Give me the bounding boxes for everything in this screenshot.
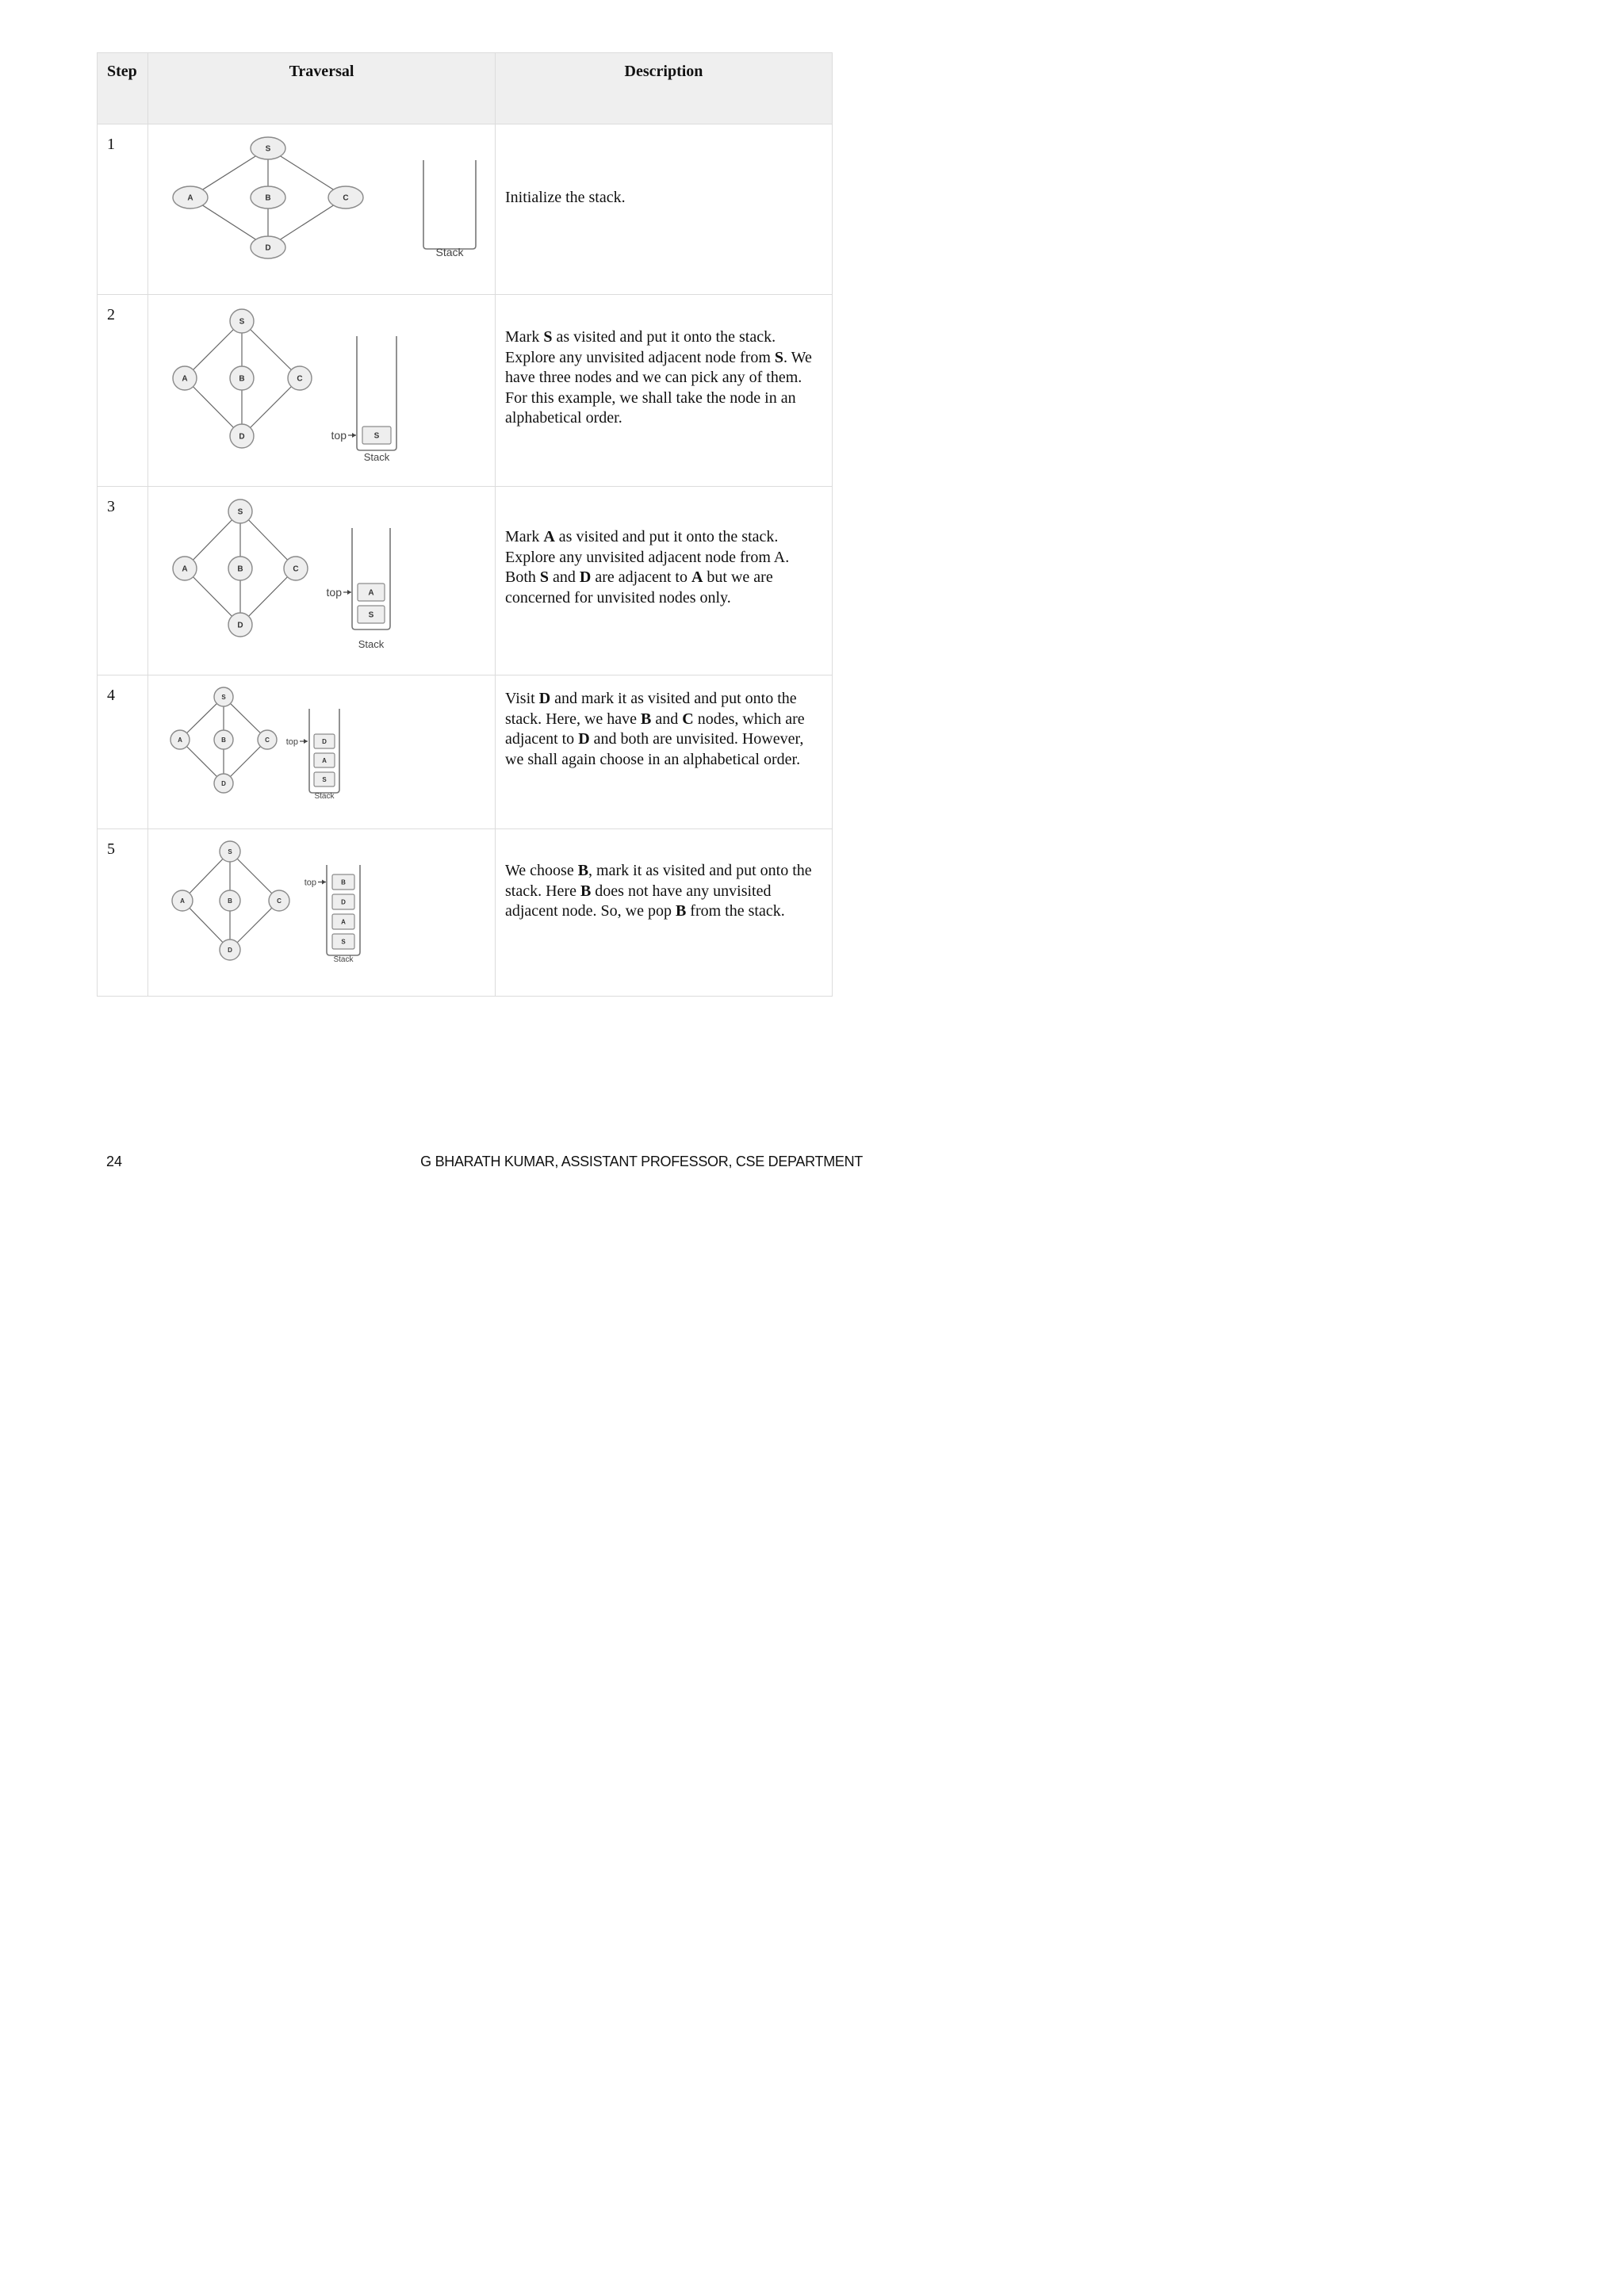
- header-step: Step: [98, 53, 148, 124]
- graph-diagram: [148, 829, 494, 995]
- top-pointer-arrowhead: [322, 880, 326, 885]
- traversal-diagram: [148, 295, 496, 487]
- bold-node-name: A: [691, 568, 703, 586]
- stack-caption: Stack: [333, 955, 354, 964]
- stack-caption: Stack: [363, 451, 390, 463]
- graph-node-label: D: [237, 621, 243, 630]
- stack-item-label: S: [341, 938, 346, 946]
- graph-node-label: C: [343, 193, 349, 203]
- traversal-diagram: [148, 675, 496, 829]
- description-text: does not have any unvisited adjacent node. So, we pop: [505, 882, 772, 920]
- description-text: as visited and put it onto the stack. Explore any unvisited adjacent node from A. Both: [505, 528, 790, 586]
- description-text: as visited and put it onto the stack. Explore any unvisited adjacent node from: [505, 328, 776, 366]
- step-description: [496, 295, 833, 487]
- bold-node-name: C: [682, 710, 694, 728]
- graph-group: [172, 841, 360, 964]
- table-row: [98, 124, 833, 295]
- graph-node-label: S: [228, 848, 232, 855]
- description-text: . We have three nodes and we can pick any of them. For this example, we shall take the node in an alphabetical order.: [505, 348, 812, 427]
- step-description: [496, 829, 833, 997]
- graph-node-label: D: [221, 779, 226, 787]
- step-number: 4: [98, 675, 148, 829]
- bold-node-name: S: [774, 348, 784, 366]
- step-description: [496, 124, 833, 295]
- bold-node-name: D: [578, 730, 590, 748]
- graph-node-label: B: [228, 897, 232, 905]
- bold-node-name: B: [577, 862, 589, 879]
- graph-node-label: C: [265, 736, 270, 744]
- stack-item-label: S: [322, 775, 327, 783]
- description-text: Initialize the stack.: [505, 189, 626, 206]
- stack-item-label: A: [368, 588, 374, 598]
- bold-node-name: S: [539, 568, 550, 586]
- graph-diagram: [148, 675, 494, 828]
- graph-group: [173, 309, 396, 463]
- graph-node-label: S: [221, 693, 226, 701]
- bold-node-name: B: [641, 710, 652, 728]
- graph-node-label: A: [180, 897, 185, 905]
- description-text: Mark: [505, 328, 544, 346]
- bold-node-name: B: [675, 902, 687, 920]
- graph-group: [170, 687, 339, 801]
- description-text: from the stack.: [686, 902, 785, 920]
- graph-diagram: [148, 295, 494, 485]
- description-text: and mark it as visited and put onto the stack. Here, we have: [505, 690, 797, 728]
- graph-diagram: [148, 124, 494, 293]
- step-number: 3: [98, 487, 148, 675]
- table-header-row: [98, 53, 833, 124]
- graph-node-label: C: [297, 374, 303, 384]
- bold-node-name: S: [543, 328, 553, 346]
- stack-item-label: B: [341, 878, 346, 886]
- description-text: and: [549, 568, 580, 586]
- footer-author: G BHARATH KUMAR, ASSISTANT PROFESSOR, CSE DEPARTMENT: [420, 1154, 863, 1169]
- step-number: 1: [98, 124, 148, 295]
- description-text: Visit: [505, 690, 539, 707]
- stack-item-label: D: [322, 737, 327, 745]
- graph-group: [173, 499, 390, 650]
- table-row: [98, 829, 833, 997]
- stack-container: [423, 160, 476, 249]
- top-pointer-arrowhead: [352, 433, 356, 438]
- graph-node-label: A: [182, 374, 188, 384]
- stack-item-label: S: [368, 610, 374, 620]
- stack-item-label: D: [341, 898, 346, 906]
- stack-item-label: A: [322, 756, 327, 764]
- top-pointer-label: top: [326, 585, 342, 599]
- graph-node-label: S: [265, 144, 271, 154]
- page-number: 24: [106, 1154, 123, 1169]
- graph-group: [173, 137, 476, 258]
- description-text: and: [651, 710, 683, 728]
- description-text: and both are unvisited. However, we shall again choose in an alphabetical order.: [505, 730, 804, 768]
- stack-item-label: A: [341, 918, 346, 926]
- top-pointer-label: top: [285, 737, 298, 747]
- traversal-diagram: [148, 487, 496, 675]
- table-row: [98, 487, 833, 675]
- graph-diagram: [148, 487, 494, 674]
- graph-node-label: C: [293, 564, 299, 574]
- dfs-steps-table: [97, 52, 833, 997]
- description-text: Mark: [505, 528, 544, 545]
- table-row: [98, 295, 833, 487]
- header-description: Description: [496, 53, 833, 124]
- graph-node-label: A: [178, 736, 182, 744]
- graph-node-label: B: [239, 374, 245, 384]
- graph-node-label: S: [237, 507, 243, 517]
- traversal-diagram: [148, 124, 496, 295]
- description-text: are adjacent to: [591, 568, 691, 586]
- step-description: [496, 675, 833, 829]
- table-row: [98, 675, 833, 829]
- graph-node-label: B: [221, 736, 226, 744]
- graph-node-label: B: [237, 564, 243, 574]
- graph-node-label: A: [187, 193, 193, 203]
- stack-item-label: S: [373, 431, 380, 441]
- bold-node-name: D: [538, 690, 551, 707]
- description-text: We choose: [505, 862, 578, 879]
- traversal-diagram: [148, 829, 496, 997]
- graph-node-label: S: [239, 317, 245, 327]
- top-pointer-label: top: [304, 878, 316, 888]
- top-pointer-arrowhead: [304, 739, 308, 744]
- graph-node-label: D: [265, 243, 271, 253]
- header-traversal: Traversal: [148, 53, 496, 124]
- stack-caption: Stack: [358, 638, 385, 650]
- bold-node-name: A: [543, 528, 555, 545]
- description-text: , mark it as visited and put onto the stack. Here: [505, 862, 812, 900]
- top-pointer-arrowhead: [347, 590, 351, 595]
- bold-node-name: D: [579, 568, 592, 586]
- graph-node-label: C: [277, 897, 282, 905]
- stack-caption: Stack: [435, 246, 464, 258]
- bold-node-name: B: [580, 882, 592, 900]
- description-text: but we are concerned for unvisited nodes only.: [505, 568, 773, 607]
- graph-node-label: A: [182, 564, 188, 574]
- step-description: [496, 487, 833, 675]
- graph-node-label: D: [239, 432, 245, 442]
- graph-node-label: B: [265, 193, 271, 203]
- step-number: 5: [98, 829, 148, 997]
- top-pointer-label: top: [331, 428, 347, 442]
- stack-caption: Stack: [314, 792, 335, 801]
- description-text: nodes, which are adjacent to: [505, 710, 805, 748]
- step-number: 2: [98, 295, 148, 487]
- graph-node-label: D: [228, 946, 232, 954]
